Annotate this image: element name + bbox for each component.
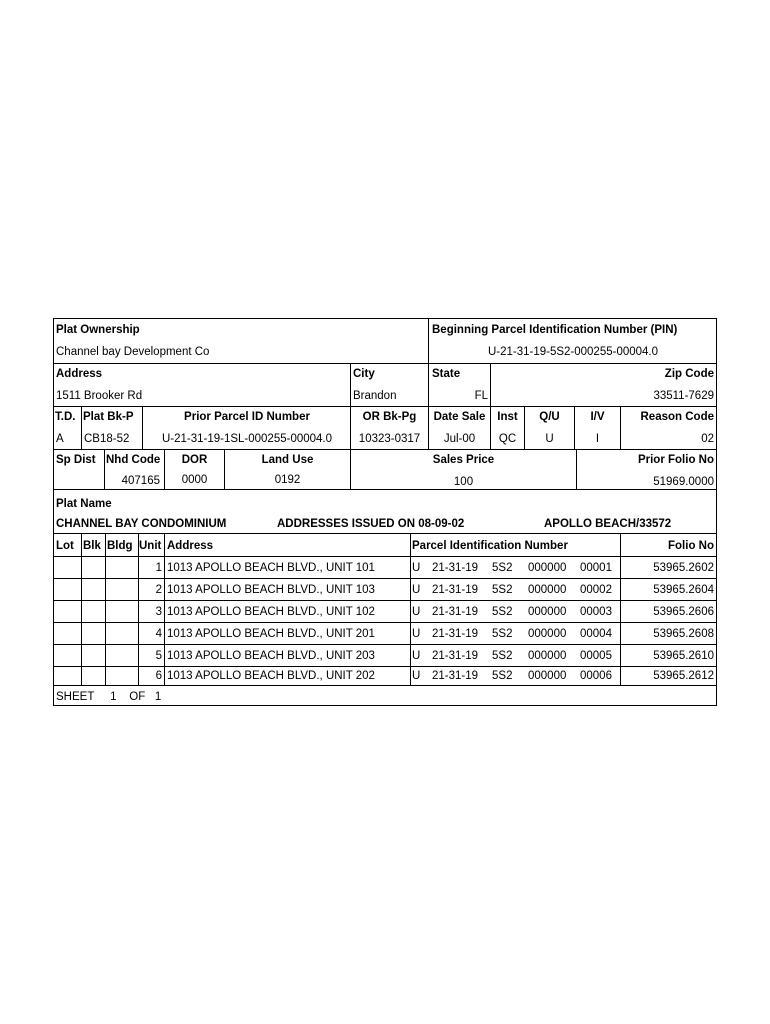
plat-form	[53, 318, 717, 706]
table-row	[54, 622, 716, 644]
col-header-lot: Lot	[56, 540, 74, 552]
nhd-value: 407165	[121, 475, 160, 487]
row-folio: 53965.2604	[653, 584, 714, 596]
sp-dist-label: Sp Dist	[56, 454, 96, 466]
state-value: FL	[474, 390, 488, 402]
col-header-pin: Parcel Identification Number	[412, 540, 568, 552]
grid-line	[142, 406, 143, 449]
grid-line	[54, 533, 716, 534]
col-header-unit: Unit	[139, 540, 162, 552]
row-folio: 53965.2606	[653, 606, 714, 618]
address-label: Address	[56, 368, 103, 380]
table-row	[54, 600, 716, 622]
grid-line	[54, 685, 716, 686]
row-address: 1013 APOLLO BEACH BLVD., UNIT 101	[167, 562, 375, 574]
row-pin-block: 000000	[528, 670, 567, 682]
row-pin-block: 000000	[528, 650, 567, 662]
td-label: T.D.	[55, 411, 76, 423]
row-pin-lot: 00006	[580, 670, 612, 682]
row-address: 1013 APOLLO BEACH BLVD., UNIT 201	[167, 628, 375, 640]
col-header-bldg: Bldg	[107, 540, 133, 552]
inst-value: QC	[498, 433, 517, 445]
row-pin-lot: 00001	[580, 562, 612, 574]
row-folio: 53965.2602	[653, 562, 714, 574]
or-bk-label: OR Bk-Pg	[362, 411, 417, 423]
row-pin-block: 000000	[528, 584, 567, 596]
grid-line	[54, 489, 716, 490]
dor-label: DOR	[181, 454, 208, 466]
qu-label: Q/U	[539, 411, 560, 423]
row-pin-block: 000000	[528, 562, 567, 574]
table-row	[54, 666, 716, 685]
addresses-issued: ADDRESSES ISSUED ON 08-09-02	[277, 518, 465, 530]
iv-label: I/V	[590, 411, 605, 423]
plat-name-value: CHANNEL BAY CONDOMINIUM	[56, 518, 227, 530]
prior-parcel-value: U-21-31-19-1SL-000255-00004.0	[161, 433, 333, 445]
grid-line	[54, 449, 716, 450]
row-pin-sub: 5S2	[492, 628, 513, 640]
plat-ownership-value: Channel bay Development Co	[56, 346, 210, 358]
grid-line	[576, 449, 577, 489]
prior-folio-value: 51969.0000	[653, 476, 714, 488]
row-pin-sub: 5S2	[492, 584, 513, 596]
date-sale-label: Date Sale	[433, 411, 486, 423]
grid-line	[490, 363, 491, 406]
grid-line	[81, 406, 82, 449]
plat-name-label: Plat Name	[56, 498, 112, 510]
row-pin-sub: 5S2	[492, 606, 513, 618]
prior-folio-label: Prior Folio No	[637, 454, 714, 466]
date-sale-value: Jul-00	[443, 433, 476, 445]
city-value: Brandon	[353, 390, 397, 402]
row-pin-prefix: U	[412, 584, 421, 596]
row-unit: 5	[155, 650, 162, 662]
row-pin-sub: 5S2	[492, 562, 513, 574]
row-address: 1013 APOLLO BEACH BLVD., UNIT 203	[167, 650, 375, 662]
row-pin-str: 21-31-19	[432, 606, 479, 618]
row-unit: 4	[155, 628, 162, 640]
table-row	[54, 556, 716, 578]
zip-label: Zip Code	[664, 368, 714, 380]
row-pin-lot: 00002	[580, 584, 612, 596]
state-label: State	[432, 368, 461, 380]
reason-value: 02	[701, 433, 714, 445]
row-pin-lot: 00005	[580, 650, 612, 662]
row-pin-block: 000000	[528, 606, 567, 618]
row-pin-lot: 00003	[580, 606, 612, 618]
row-unit: 6	[155, 670, 162, 682]
city-label: City	[353, 368, 375, 380]
grid-line	[54, 363, 716, 364]
land-use-label: Land Use	[261, 454, 314, 466]
reason-label: Reason Code	[640, 411, 714, 423]
iv-value: I	[595, 433, 600, 445]
row-pin-str: 21-31-19	[432, 562, 479, 574]
plat-bk-label: Plat Bk-P	[83, 411, 134, 423]
plat-ownership-label: Plat Ownership	[56, 324, 140, 336]
qu-value: U	[545, 433, 554, 445]
row-pin-prefix: U	[412, 670, 421, 682]
inst-label: Inst	[497, 411, 518, 423]
zip-value: 33511-7629	[653, 390, 714, 402]
col-header-blk: Blk	[83, 540, 101, 552]
row-folio: 53965.2608	[653, 628, 714, 640]
row-folio: 53965.2610	[653, 650, 714, 662]
row-pin-block: 000000	[528, 628, 567, 640]
row-folio: 53965.2612	[653, 670, 714, 682]
row-address: 1013 APOLLO BEACH BLVD., UNIT 202	[167, 670, 375, 682]
td-value: A	[56, 433, 64, 445]
row-pin-prefix: U	[412, 606, 421, 618]
nhd-label: Nhd Code	[106, 454, 161, 466]
sales-price-value: 100	[453, 476, 474, 488]
land-use-value: 0192	[274, 474, 301, 486]
table-row	[54, 644, 716, 666]
plat-bk-value: CB18-52	[84, 433, 130, 445]
row-unit: 3	[155, 606, 162, 618]
or-bk-value: 10323-0317	[358, 433, 421, 445]
row-pin-sub: 5S2	[492, 670, 513, 682]
row-pin-sub: 5S2	[492, 650, 513, 662]
city-zip: APOLLO BEACH/33572	[544, 518, 672, 530]
row-pin-str: 21-31-19	[432, 650, 479, 662]
table-row	[54, 578, 716, 600]
grid-line	[54, 406, 716, 407]
row-pin-str: 21-31-19	[432, 584, 479, 596]
row-pin-prefix: U	[412, 628, 421, 640]
grid-line	[104, 449, 105, 489]
row-pin-lot: 00004	[580, 628, 612, 640]
sales-price-label: Sales Price	[432, 454, 495, 466]
col-header-address: Address	[167, 540, 214, 552]
row-address: 1013 APOLLO BEACH BLVD., UNIT 103	[167, 584, 375, 596]
row-pin-str: 21-31-19	[432, 628, 479, 640]
row-unit: 1	[155, 562, 162, 574]
row-unit: 2	[155, 584, 162, 596]
row-address: 1013 APOLLO BEACH BLVD., UNIT 102	[167, 606, 375, 618]
dor-value: 0000	[181, 474, 208, 486]
col-header-folio: Folio No	[668, 540, 714, 552]
pin-label: Beginning Parcel Identification Number (PIN)	[432, 324, 678, 336]
grid-line	[620, 406, 621, 449]
prior-parcel-label: Prior Parcel ID Number	[184, 411, 310, 423]
row-pin-str: 21-31-19	[432, 670, 479, 682]
address-value: 1511 Brooker Rd	[56, 390, 143, 402]
row-pin-prefix: U	[412, 650, 421, 662]
pin-value: U-21-31-19-5S2-000255-00004.0	[487, 346, 659, 358]
sheet-footer: SHEET 1 OF 1	[56, 691, 162, 703]
row-pin-prefix: U	[412, 562, 421, 574]
